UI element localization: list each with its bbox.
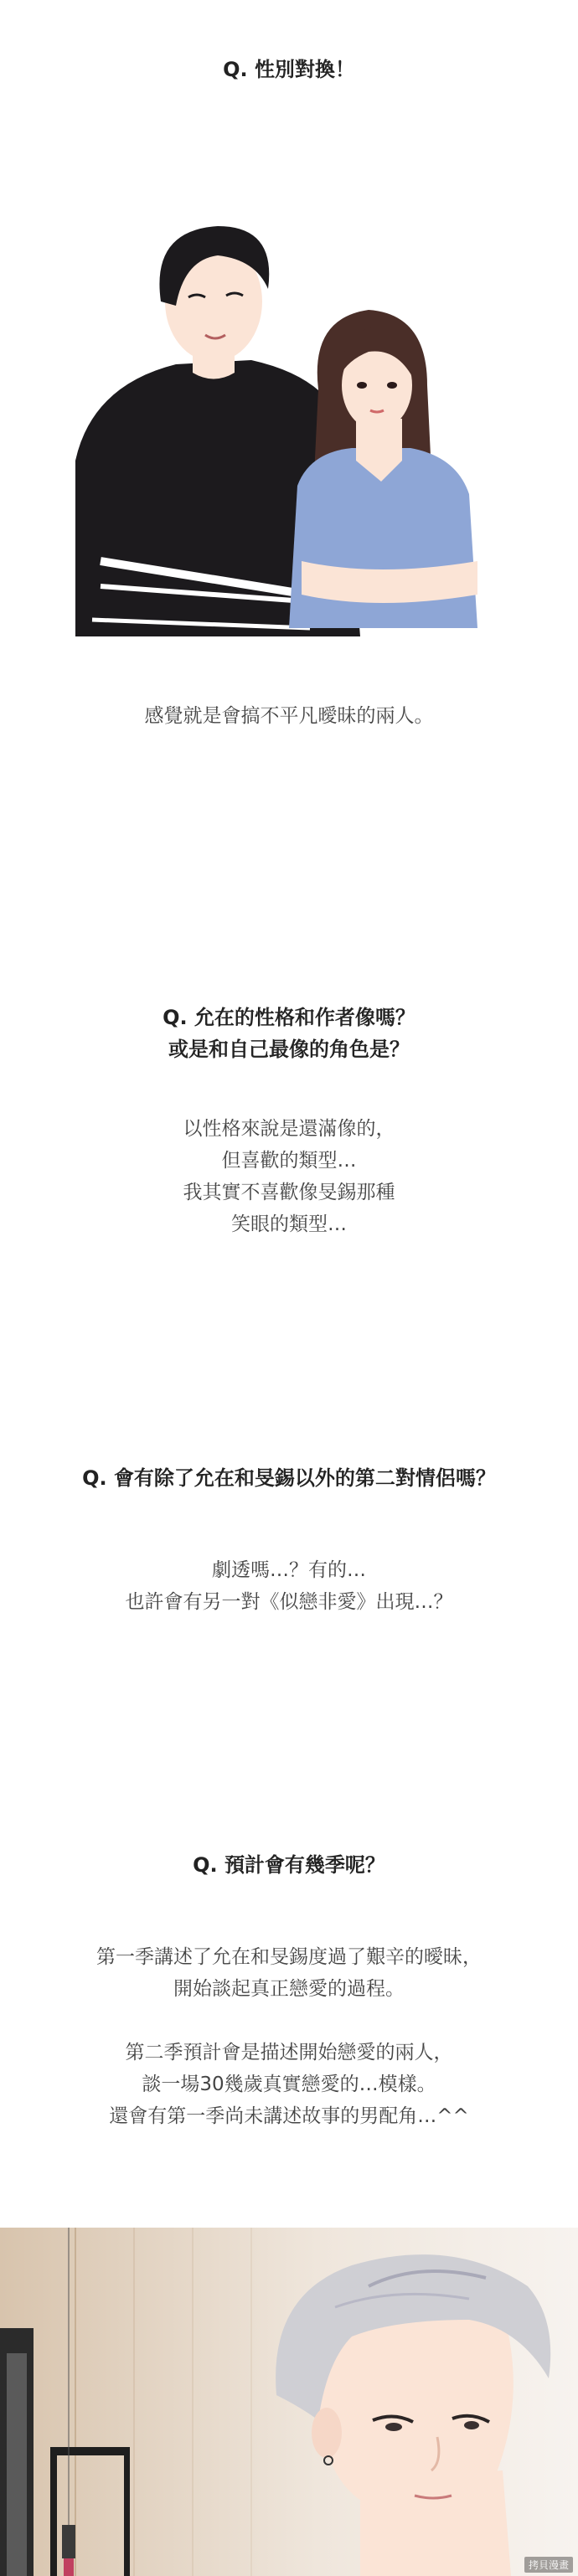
answer-2-line-3: 我其實不喜歡像旻錫那種	[183, 1182, 395, 1203]
caption-1-line-1: 感覺就是會搞不平凡曖昧的兩人。	[144, 705, 434, 727]
question-3-line-1: Q. 會有除了允在和旻錫以外的第二對情侶嗎？	[82, 1466, 496, 1490]
question-4-line-1: Q. 預計會有幾季呢？	[193, 1853, 385, 1877]
question-1-line-1: Q. 性別對換！	[223, 58, 355, 81]
answer-2	[0, 1113, 578, 1240]
answer-4-line-2: 開始談起真正戀愛的過程。	[173, 1978, 405, 2000]
question-4	[0, 1849, 578, 1881]
answer-4-line-5: 談一場30幾歲真實戀愛的…模樣。	[142, 2074, 436, 2095]
answer-4-line-6: 還會有第一季尚未講述故事的男配角…^^	[109, 2105, 469, 2127]
answer-3-line-2: 也許會有另一對《似戀非愛》出現…？	[125, 1591, 453, 1613]
question-2	[0, 1002, 578, 1065]
answer-2-line-2: 但喜歡的類型…	[221, 1150, 357, 1172]
answer-4-line-1: 第一季講述了允在和旻錫度過了艱辛的曖昧，	[96, 1946, 482, 1968]
question-1	[0, 54, 578, 85]
question-2-line-1: Q. 允在的性格和作者像嗎？	[163, 1006, 415, 1029]
question-2-line-2: 或是和自己最像的角色是？	[168, 1038, 410, 1061]
answer-4	[0, 1941, 578, 2132]
illustration-man-portrait	[0, 2228, 578, 2576]
answer-4-line-3	[0, 2005, 578, 2037]
answer-3-line-1: 劇透嗎…？有的…	[212, 1559, 366, 1581]
question-3	[0, 1462, 578, 1494]
answer-2-line-4: 笑眼的類型…	[231, 1213, 347, 1235]
caption-1	[0, 700, 578, 732]
watermark: 拷貝漫畫	[524, 2557, 573, 2573]
answer-4-line-4: 第二季預計會是描述開始戀愛的兩人，	[125, 2042, 453, 2063]
illustration-couple	[59, 209, 511, 645]
answer-3	[0, 1554, 578, 1618]
answer-2-line-1: 以性格來說是還滿像的，	[183, 1118, 395, 1140]
